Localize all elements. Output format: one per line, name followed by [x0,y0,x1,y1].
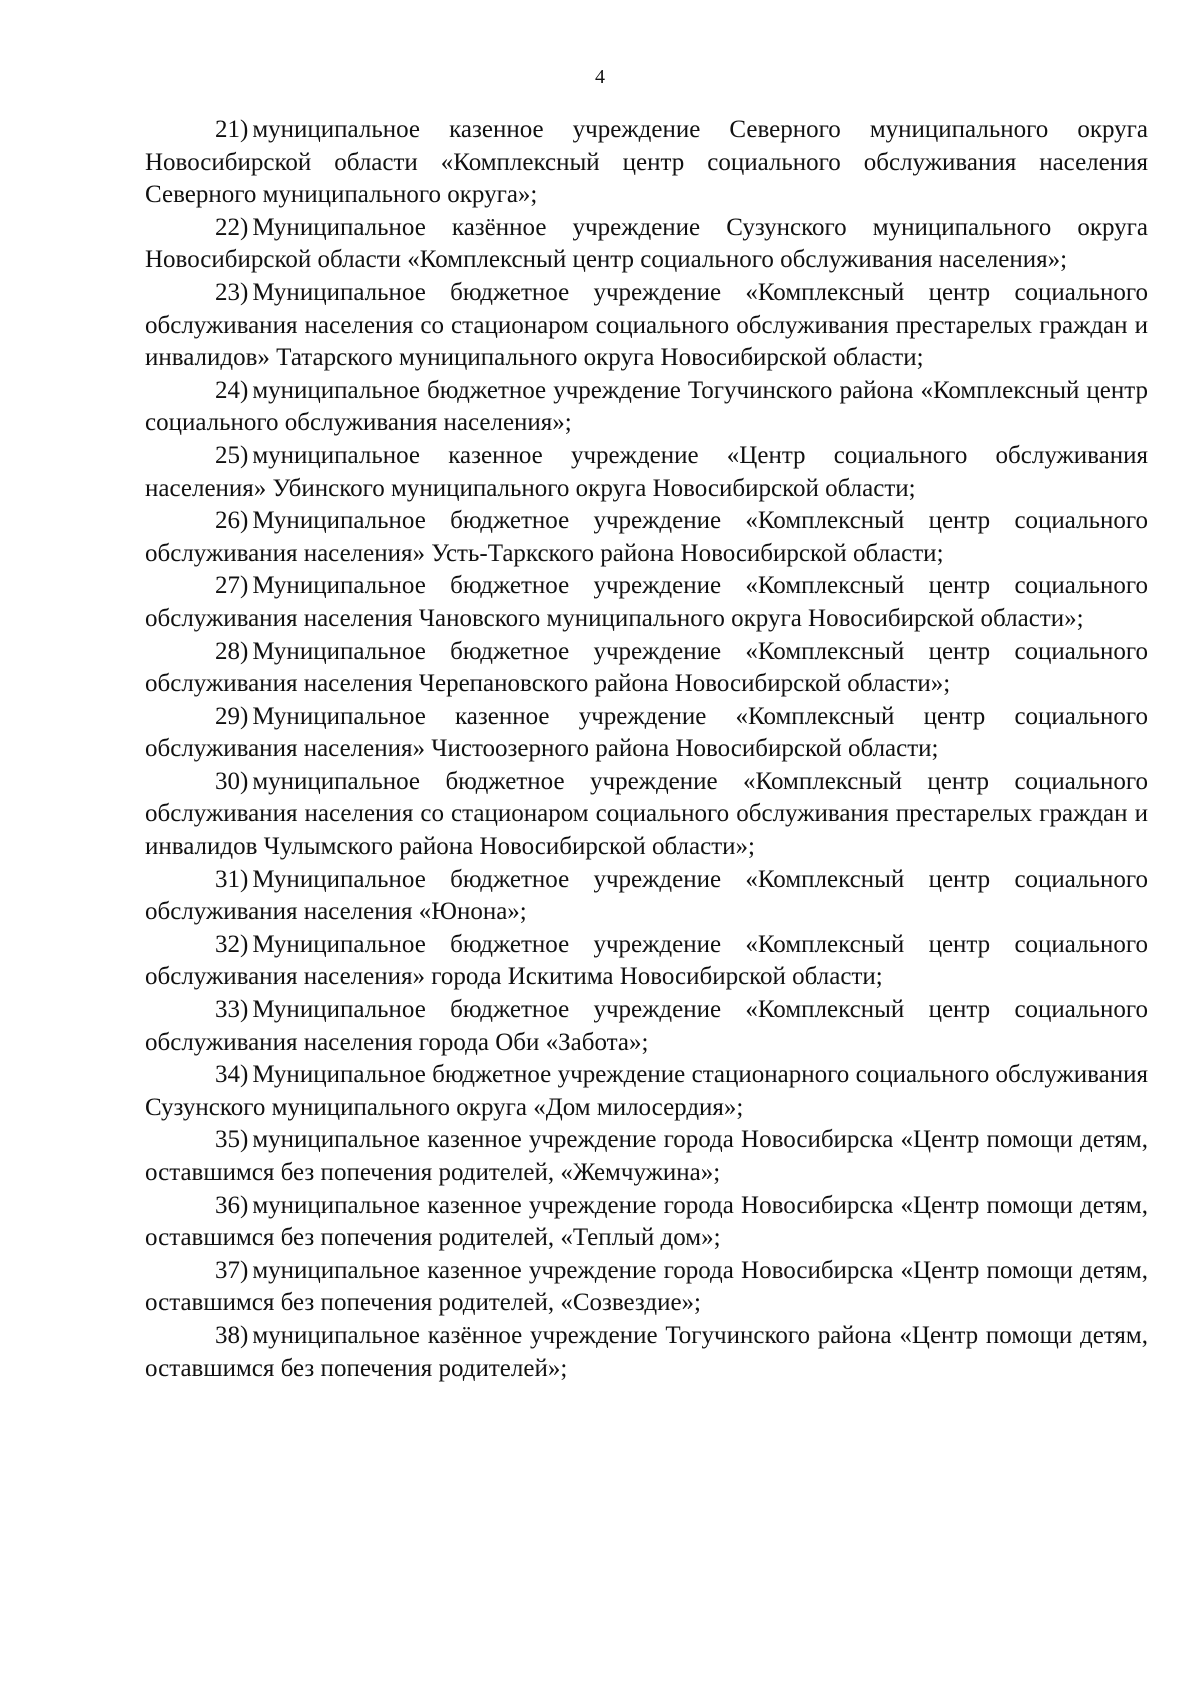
item-number: 36) [215,1191,249,1219]
item-text: муниципальное казённое учреждение Тогучинского района «Центр помощи детям, оставшимся без попечения родителей»; [145,1321,1148,1382]
list-item-25 [145,440,1148,505]
item-number: 34) [215,1061,249,1089]
item-text: Муниципальное бюджетное учреждение «Комплексный центр социального обслуживания населения города Оби «Забота»; [145,996,1148,1056]
list-item-34 [145,1059,1148,1124]
page-number: 4 [595,66,605,88]
list-item-31 [145,864,1148,929]
item-number: 26) [215,507,249,535]
list-item-33 [145,994,1148,1059]
item-number: 29) [215,702,249,730]
list-item-29 [145,701,1148,766]
item-text: муниципальное казенное учреждение города Новосибирска «Центр помощи детям, оставшимся без попечения родителей, «Созвездие»; [145,1256,1148,1317]
item-number: 21) [215,116,249,143]
item-number: 38) [215,1321,249,1349]
item-text: муниципальное казенное учреждение «Центр социального обслуживания населения» Убинского муниципального округа Новосибирской области; [145,441,1148,502]
item-number: 33) [215,996,249,1024]
list-item-28 [145,636,1148,701]
item-number: 31) [215,865,249,893]
list-item-21 [145,114,1148,212]
item-text: муниципальное бюджетное учреждение Тогучинского района «Комплексный центр социального обслуживания населения»; [145,376,1148,437]
list-item-36 [145,1190,1148,1255]
list-item-27 [145,570,1148,635]
item-text: Муниципальное бюджетное учреждение «Комплексный центр социального обслуживания населения» Усть-Таркского района Новосибирской области; [145,507,1148,567]
list-item-30 [145,766,1148,864]
item-number: 27) [215,572,249,600]
item-text: Муниципальное бюджетное учреждение «Комплексный центр социального обслуживания населения Черепановского района Новосибирской области»; [145,637,1148,698]
list-item-23 [145,277,1148,375]
item-text: муниципальное казенное учреждение Северного муниципального округа Новосибирской области «Комплексный центр социального обслуживания населения Северного муниципального округа»; [145,116,1148,209]
item-number: 30) [215,767,249,795]
item-number: 28) [215,637,249,665]
item-number: 32) [215,930,249,958]
list-item-32 [145,929,1148,994]
list-item-24 [145,375,1148,440]
item-number: 22) [215,213,249,241]
item-text: Муниципальное казенное учреждение «Комплексный центр социального обслуживания населения» Чистоозерного района Новосибирской области; [145,702,1148,763]
list-item-38 [145,1320,1148,1385]
item-text: Муниципальное бюджетное учреждение «Комплексный центр социального обслуживания населения «Юнона»; [145,865,1148,926]
item-text: Муниципальное бюджетное учреждение стационарного социального обслуживания Сузунского муниципального округа «Дом милосердия»; [145,1061,1148,1121]
item-number: 35) [215,1126,249,1154]
item-text: муниципальное казенное учреждение города Новосибирска «Центр помощи детям, оставшимся без попечения родителей, «Жемчужина»; [145,1126,1148,1186]
item-text: Муниципальное бюджетное учреждение «Комплексный центр социального обслуживания населения со стационаром социального обслуживания престарелых граждан и инвалидов» Татарского муниципального округа Новосибирской области; [145,278,1148,372]
list-item-37 [145,1255,1148,1320]
item-text: Муниципальное бюджетное учреждение «Комплексный центр социального обслуживания населения Чановского муниципального округа Новосибирской области»; [145,572,1148,632]
item-text: Муниципальное бюджетное учреждение «Комплексный центр социального обслуживания населения» города Искитима Новосибирской области; [145,930,1148,991]
item-number: 23) [215,278,249,306]
item-number: 37) [215,1256,249,1284]
list-item-26 [145,505,1148,570]
item-number: 24) [215,376,249,404]
item-text: Муниципальное казённое учреждение Сузунского муниципального округа Новосибирской области «Комплексный центр социального обслуживания населения»; [145,213,1148,274]
item-text: муниципальное казенное учреждение города Новосибирска «Центр помощи детям, оставшимся без попечения родителей, «Теплый дом»; [145,1191,1148,1252]
item-text: муниципальное бюджетное учреждение «Комплексный центр социального обслуживания населения со стационаром социального обслуживания престарелых граждан и инвалидов Чулымского района Новосибирской области»; [145,767,1148,861]
list-item-35 [145,1124,1148,1189]
item-number: 25) [215,441,249,469]
document-body [145,114,1148,1385]
list-item-22 [145,212,1148,277]
